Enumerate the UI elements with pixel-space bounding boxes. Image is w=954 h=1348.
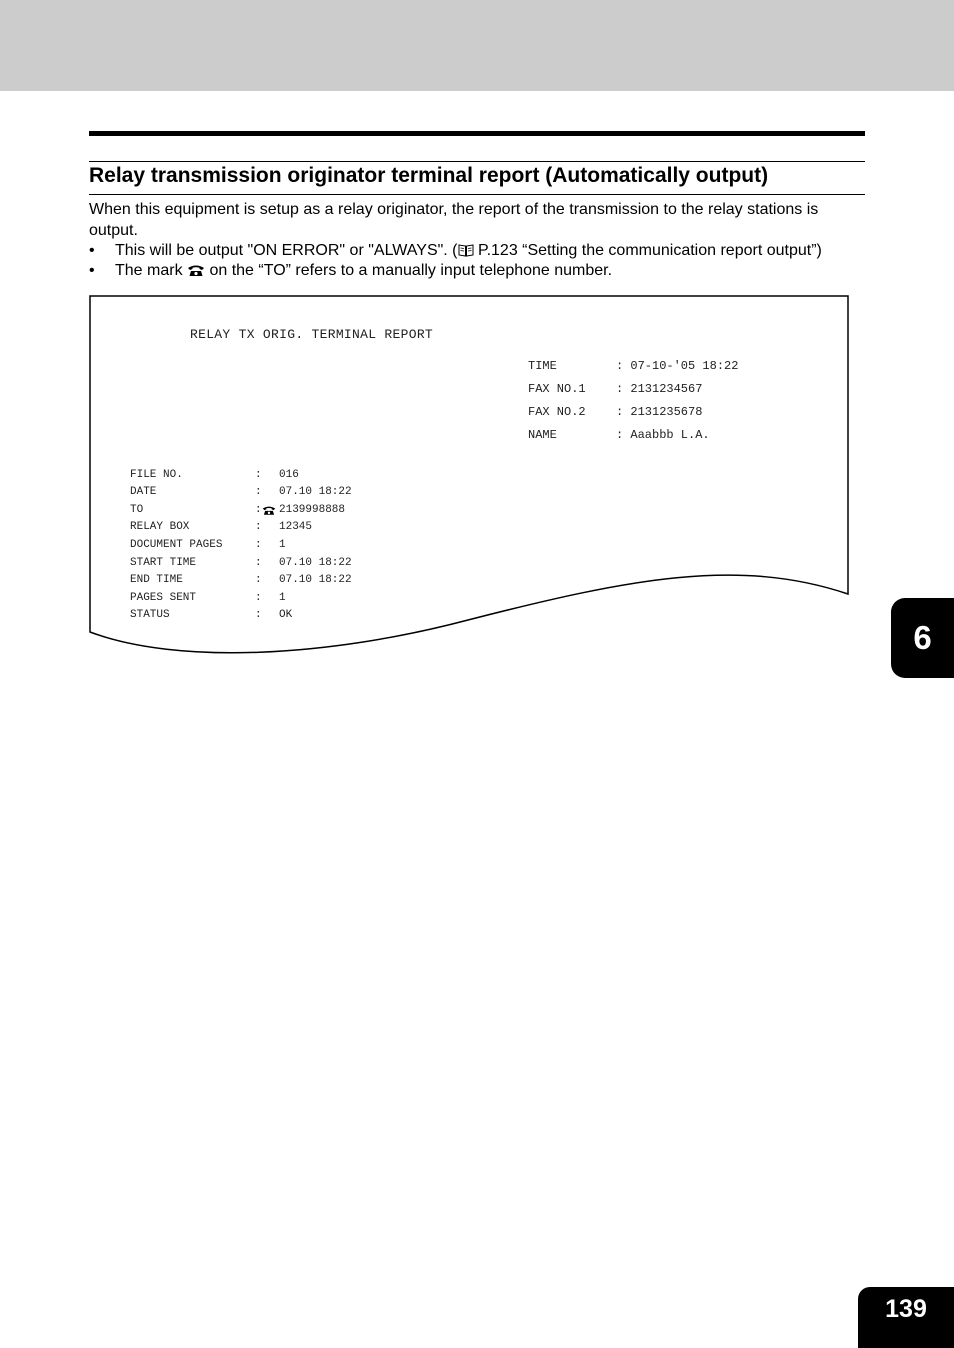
detail-colon: : bbox=[255, 574, 262, 586]
detail-colon: : bbox=[255, 521, 262, 533]
detail-date-label: DATE bbox=[130, 486, 157, 498]
bullet-text-after: on the “TO” refers to a manually input telephone number. bbox=[205, 262, 613, 279]
detail-to-value: 2139998888 bbox=[279, 504, 346, 516]
book-icon bbox=[458, 243, 474, 263]
title-rule-bottom bbox=[89, 194, 865, 195]
detail-end-time-value: 07.10 18:22 bbox=[279, 574, 352, 586]
section-title: Relay transmission originator terminal report (Automatically output) bbox=[89, 164, 769, 187]
detail-start-time-label: START TIME bbox=[130, 557, 197, 569]
report-fax1-value: : 2131234567 bbox=[616, 382, 703, 396]
detail-status-value: OK bbox=[279, 609, 293, 621]
report-fax2-value: : 2131235678 bbox=[616, 405, 703, 419]
detail-end-time-label: END TIME bbox=[130, 574, 183, 586]
bullet-dot: • bbox=[89, 262, 95, 279]
report-time-label: TIME bbox=[528, 359, 557, 373]
detail-colon: : bbox=[255, 469, 262, 481]
detail-file-no-value: 016 bbox=[279, 469, 299, 481]
detail-colon: : bbox=[255, 557, 262, 569]
phone-icon bbox=[262, 503, 276, 521]
bullet-text-before: The mark bbox=[115, 262, 188, 279]
detail-colon: : bbox=[255, 609, 262, 621]
detail-colon: : bbox=[255, 592, 262, 604]
title-rule-top bbox=[89, 161, 865, 162]
bullet-text-before: This will be output "ON ERROR" or "ALWAYS". ( bbox=[115, 242, 458, 259]
detail-to-label: TO bbox=[130, 504, 144, 516]
detail-document-pages-value: 1 bbox=[279, 539, 286, 551]
detail-status-label: STATUS bbox=[130, 609, 170, 621]
detail-start-time-value: 07.10 18:22 bbox=[279, 557, 352, 569]
detail-colon: : bbox=[255, 486, 262, 498]
chapter-tab: 6 bbox=[891, 598, 954, 678]
phone-icon bbox=[187, 263, 205, 283]
report-fax2-label: FAX NO.2 bbox=[528, 405, 586, 419]
detail-relay-box-label: RELAY BOX bbox=[130, 521, 190, 533]
detail-document-pages-label: DOCUMENT PAGES bbox=[130, 539, 223, 551]
report-name-value: : Aaabbb L.A. bbox=[616, 428, 710, 442]
section-rule-thick bbox=[89, 131, 865, 136]
detail-file-no-label: FILE NO. bbox=[130, 469, 183, 481]
report-time-value: : 07-10-'05 18:22 bbox=[616, 359, 739, 373]
bullet-dot: • bbox=[89, 242, 95, 259]
report-title: RELAY TX ORIG. TERMINAL REPORT bbox=[190, 327, 434, 342]
report-paper bbox=[88, 295, 852, 661]
detail-pages-sent-value: 1 bbox=[279, 592, 286, 604]
detail-colon: : bbox=[255, 539, 262, 551]
detail-date-value: 07.10 18:22 bbox=[279, 486, 352, 498]
detail-pages-sent-label: PAGES SENT bbox=[130, 592, 197, 604]
page-number: 139 bbox=[858, 1287, 954, 1348]
report-name-label: NAME bbox=[528, 428, 557, 442]
intro-paragraph: When this equipment is setup as a relay originator, the report of the transmission to the relay stations is output. bbox=[89, 201, 819, 239]
header-band bbox=[0, 0, 954, 91]
bullet-text-after: P.123 “Setting the communication report output”) bbox=[473, 242, 822, 259]
report-fax1-label: FAX NO.1 bbox=[528, 382, 586, 396]
detail-relay-box-value: 12345 bbox=[279, 521, 313, 533]
detail-colon: : bbox=[255, 504, 262, 516]
